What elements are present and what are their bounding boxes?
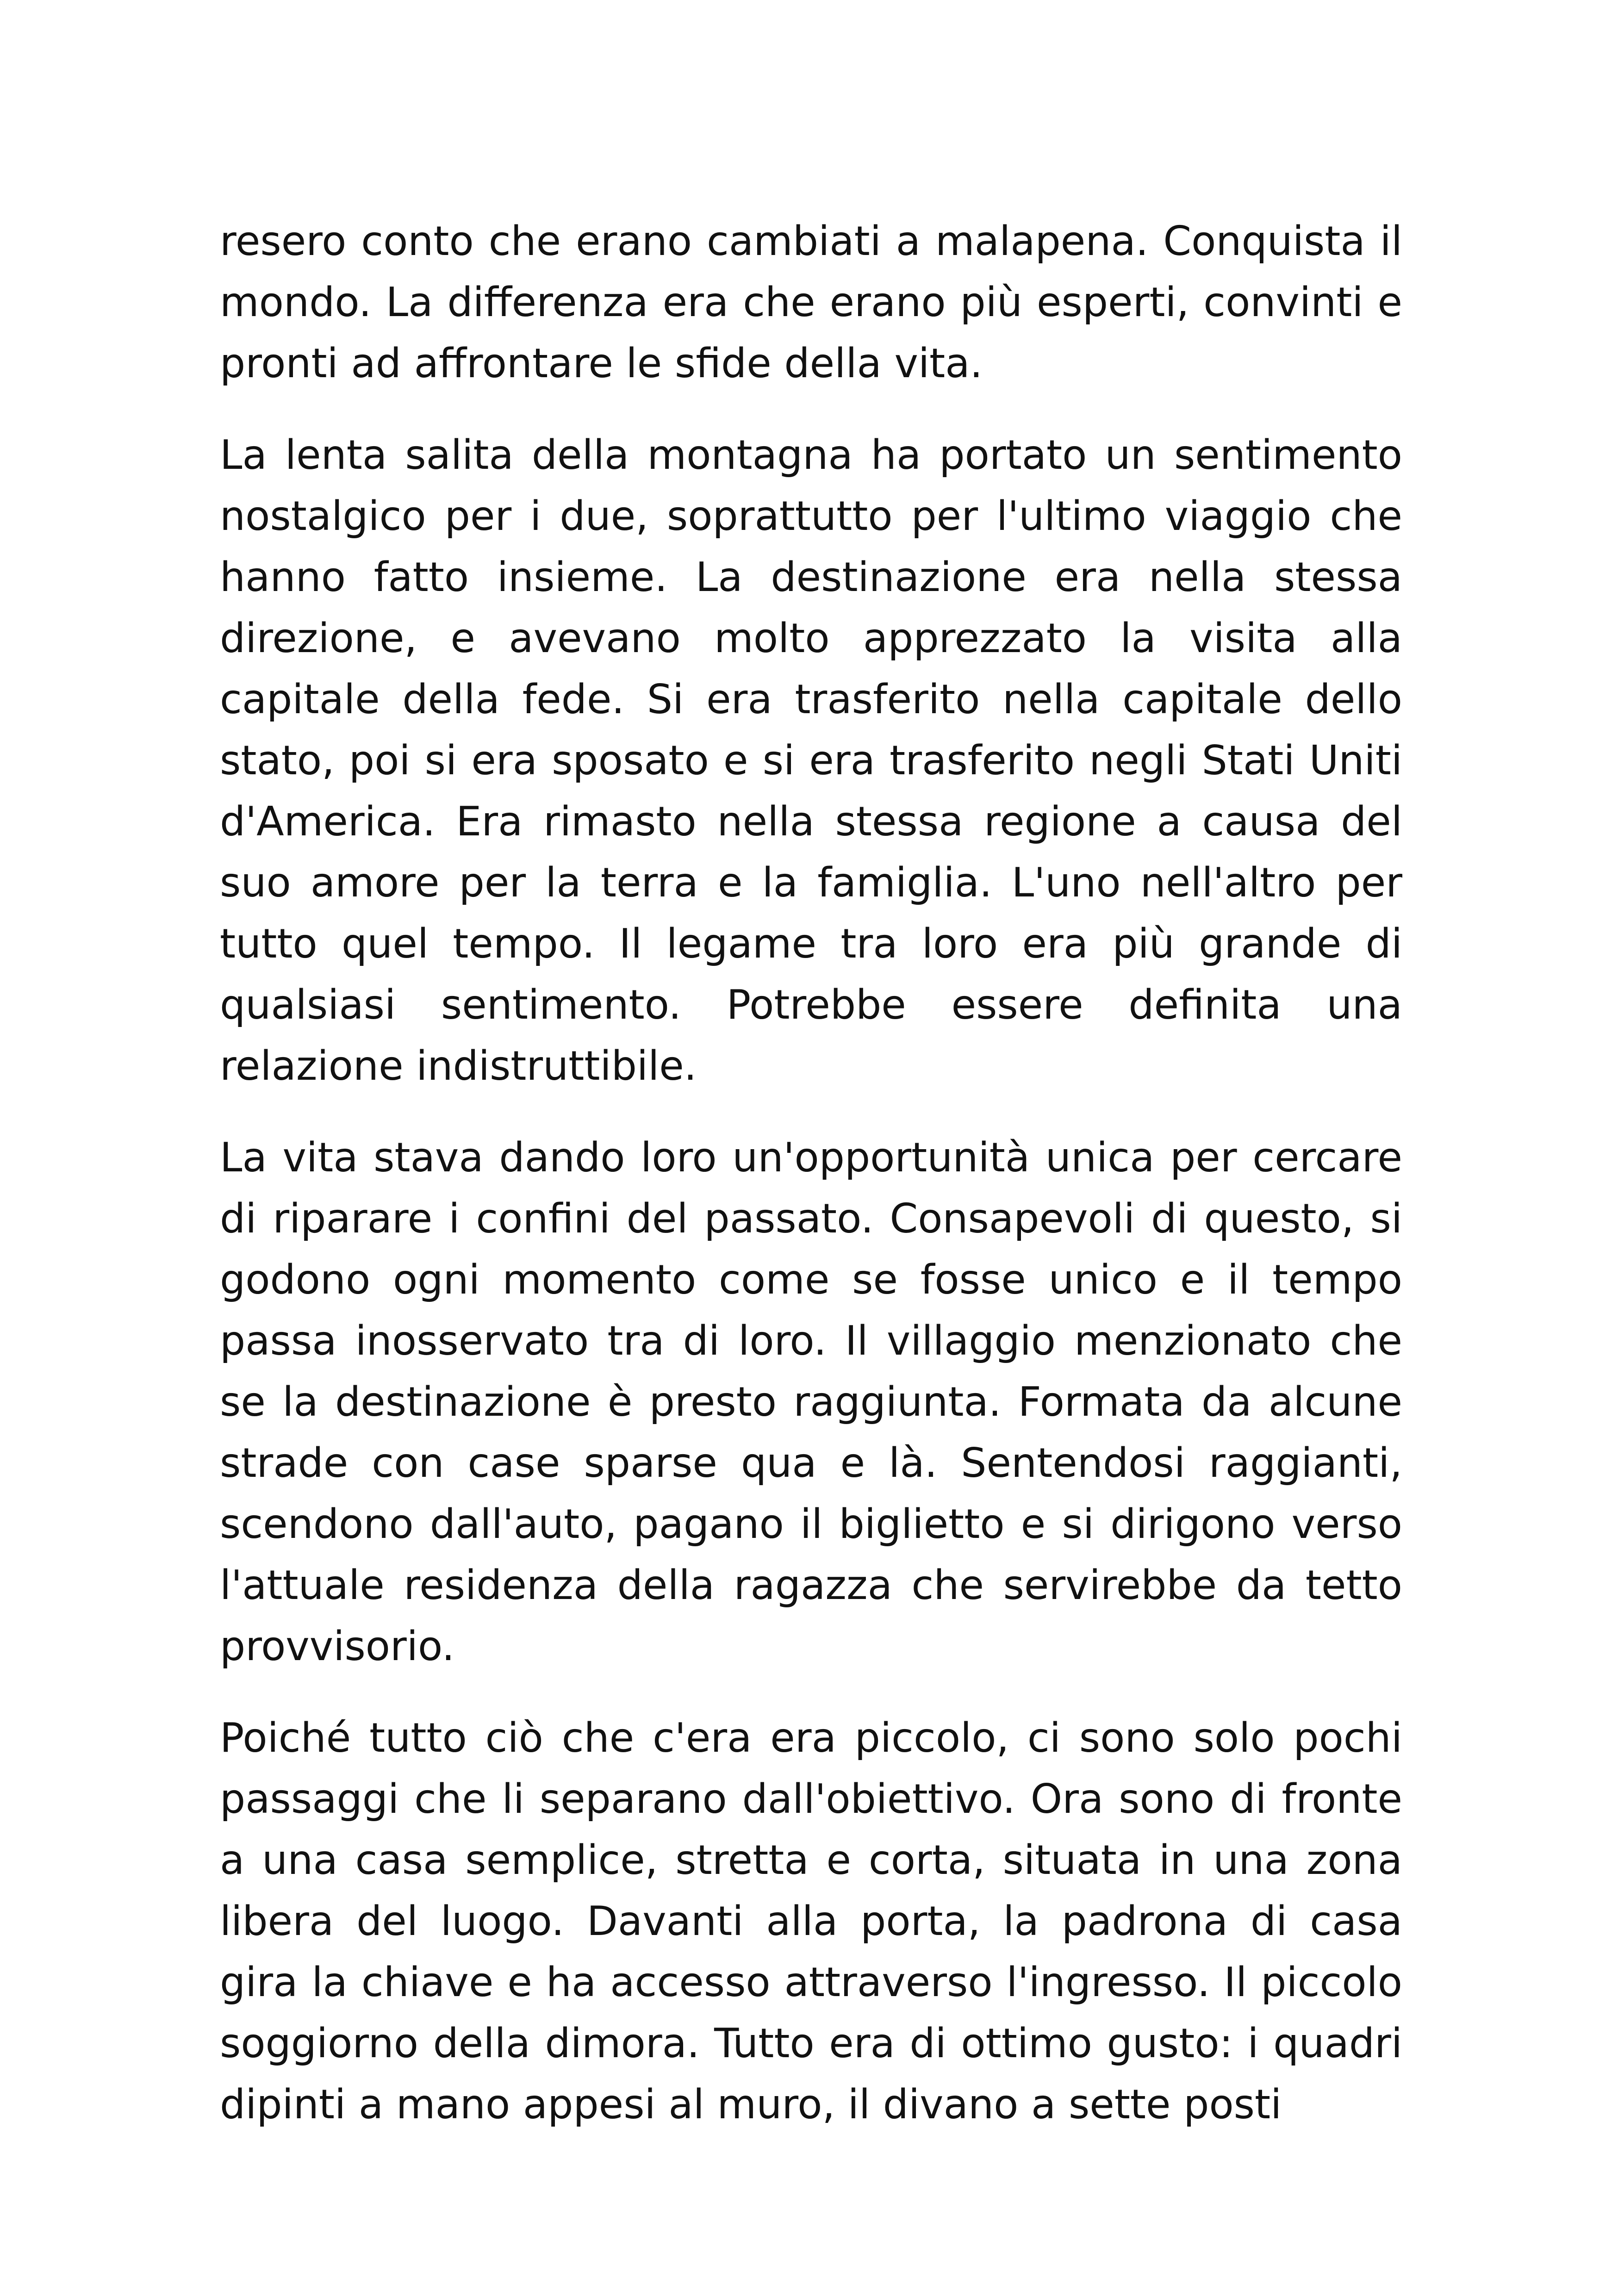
paragraph-4: Poiché tutto ciò che c'era era piccolo, ci sono solo pochi passaggi che li separano dall'obiettivo. Ora sono di fronte a una casa semplice, stretta e corta, situata in una zona libera del luogo. Davanti alla porta, la padrona di casa gira la chiave e ha accesso attraverso l'ingresso. Il piccolo soggiorno della dimora. Tutto era di ottimo gusto: i quadri dipinti a mano appesi al muro, il divano a sette posti <box>220 1714 1402 2128</box>
paragraph-1: resero conto che erano cambiati a malapena. Conquista il mondo. La differenza era che erano più esperti, convinti e pronti ad affrontare le sfide della vita. <box>220 218 1402 387</box>
document-body <box>220 211 1402 2135</box>
paragraph-2: La lenta salita della montagna ha portato un sentimento nostalgico per i due, soprattutto per l'ultimo viaggio che hanno fatto insieme. La destinazione era nella stessa direzione, e avevano molto apprezzato la visita alla capitale della fede. Si era trasferito nella capitale dello stato, poi si era sposato e si era trasferito negli Stati Uniti d'America. Era rimasto nella stessa regione a causa del suo amore per la terra e la famiglia. L'uno nell'altro per tutto quel tempo. Il legame tra loro era più grande di qualsiasi sentimento. Potrebbe essere definita una relazione indistruttibile. <box>220 431 1402 1089</box>
paragraph-3: La vita stava dando loro un'opportunità unica per cercare di riparare i confini del passato. Consapevoli di questo, si godono ogni momento come se fosse unico e il tempo passa inosservato tra di loro. Il villaggio menzionato che se la destinazione è presto raggiunta. Formata da alcune strade con case sparse qua e là. Sentendosi raggianti, scendono dall'auto, pagano il biglietto e si dirigono verso l'attuale residenza della ragazza che servirebbe da tetto provvisorio. <box>220 1134 1402 1670</box>
